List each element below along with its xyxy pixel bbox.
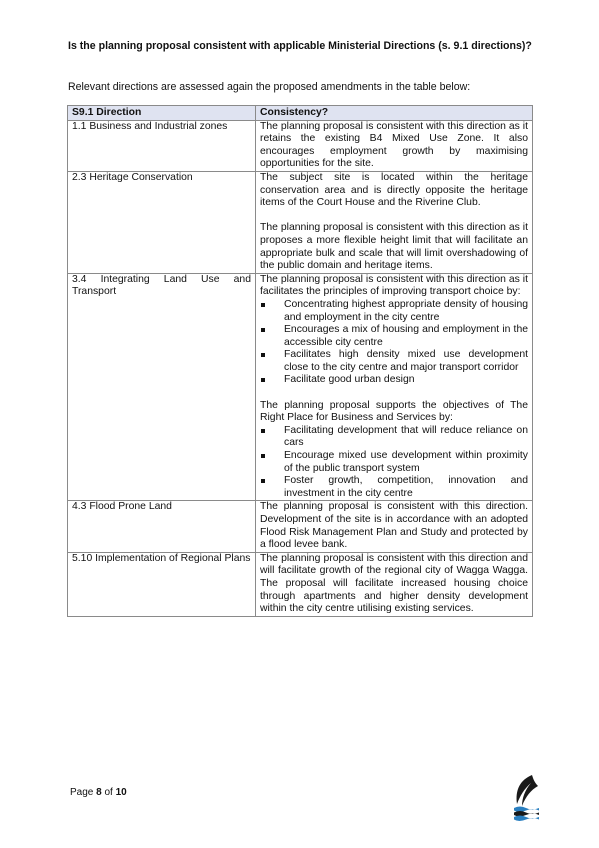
- table-row: [68, 171, 533, 273]
- consistency-text: The planning proposal is consistent with this direction and will facilitate growth of the regional city of Wagga Wagga. The proposal will facilitate increased housing choice through apartments and higher density development within the city centre utilising existing services.: [260, 552, 528, 615]
- council-logo-icon: [512, 774, 540, 822]
- consistency-text: The planning proposal is consistent with this direction as it retains the existing B4 Mixed Use Zone. It also encourages employment growth by maximising opportunities for the site.: [260, 120, 528, 170]
- table-row: [68, 273, 533, 501]
- list-item-text: Concentrating highest appropriate density of housing and employment in the city centre: [284, 298, 528, 323]
- list-item-text: Encourages a mix of housing and employment in the accessible city centre: [284, 324, 528, 348]
- consistency-text: The planning proposal supports the objectives of The Right Place for Business and Services by:: [260, 399, 528, 424]
- square-bullet-icon: [261, 429, 265, 433]
- page-footer: [70, 787, 127, 800]
- table-row: [68, 552, 533, 616]
- footer-of: of: [101, 787, 116, 798]
- direction-cell: 5.10 Implementation of Regional Plans: [68, 552, 256, 616]
- consistency-text: The planning proposal is consistent with this direction as it facilitates the principles of improving transport choice by:: [260, 273, 528, 298]
- square-bullet-icon: [261, 378, 265, 382]
- consistency-text: The subject site is located within the heritage conservation area and is directly opposite the heritage items of the Court House and the Riverine Club.: [260, 171, 528, 209]
- transport-principles-list: [260, 299, 528, 387]
- footer-page-total: 10: [115, 787, 127, 798]
- table-header-row: [68, 106, 533, 121]
- list-item: [260, 374, 528, 387]
- list-item: [260, 299, 528, 324]
- directions-table: [67, 105, 533, 617]
- list-item: [260, 349, 528, 374]
- consistency-cell: [256, 120, 533, 171]
- intro-text: Relevant directions are assessed again the proposed amendments in the table below:: [68, 81, 471, 93]
- header-direction: S9.1 Direction: [68, 106, 256, 121]
- footer-page-prefix: Page: [70, 787, 97, 798]
- list-item-text: Facilitate good urban design: [284, 374, 415, 386]
- list-item: [260, 450, 528, 475]
- page-heading: Is the planning proposal consistent with applicable Ministerial Directions (s. 9.1 directions)?: [68, 40, 532, 52]
- list-item: [260, 475, 528, 500]
- direction-cell: 1.1 Business and Industrial zones: [68, 120, 256, 171]
- footer-page-number: 8: [96, 787, 102, 798]
- list-item-text: Foster growth, competition, innovation and investment in the city centre: [284, 475, 528, 499]
- list-item-text: Encourage mixed use development within proximity of the public transport system: [284, 450, 528, 474]
- consistency-text: The planning proposal is consistent with this direction. Development of the site is in accordance with an adopted Flood Risk Management Plan and Study and protected by a flood levee bank.: [260, 501, 528, 551]
- right-place-objectives-list: [260, 425, 528, 501]
- list-item-text: Facilitating development that will reduce reliance on cars: [284, 424, 528, 449]
- header-consistency: Consistency?: [256, 106, 533, 121]
- square-bullet-icon: [261, 328, 265, 332]
- square-bullet-icon: [261, 454, 265, 458]
- square-bullet-icon: [261, 479, 265, 483]
- table-row: [68, 501, 533, 552]
- square-bullet-icon: [261, 353, 265, 357]
- consistency-cell: [256, 273, 533, 501]
- list-item: [260, 425, 528, 450]
- list-item: [260, 324, 528, 349]
- consistency-cell: [256, 552, 533, 616]
- direction-cell: 2.3 Heritage Conservation: [68, 171, 256, 273]
- direction-cell: 4.3 Flood Prone Land: [68, 501, 256, 552]
- table-row: [68, 120, 533, 171]
- consistency-text: The planning proposal is consistent with this direction as it proposes a more flexible height limit that will facilitate an appropriate bulk and scale that will limit overshadowing of the public domain and heritage items.: [260, 222, 528, 272]
- square-bullet-icon: [261, 303, 265, 307]
- direction-cell: 3.4 Integrating Land Use and Transport: [68, 273, 256, 501]
- consistency-cell: [256, 171, 533, 273]
- consistency-cell: [256, 501, 533, 552]
- list-item-text: Facilitates high density mixed use development close to the city centre and major transport corridor: [284, 349, 528, 373]
